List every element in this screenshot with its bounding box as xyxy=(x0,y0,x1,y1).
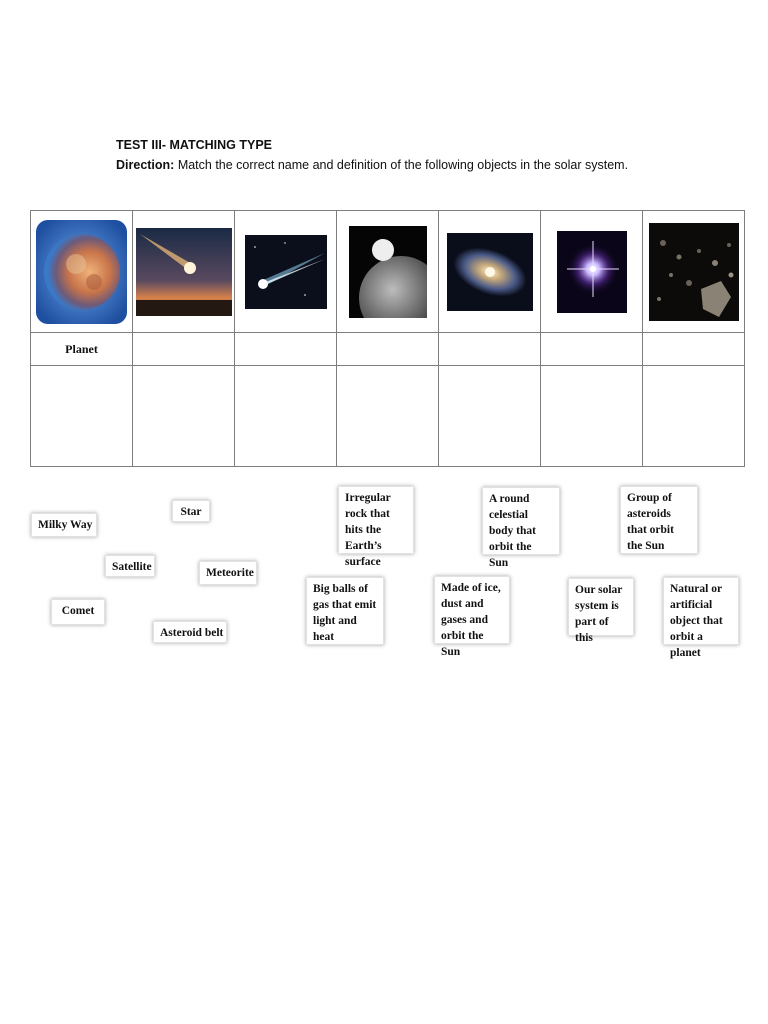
definition-card-natural-or-artificial[interactable]: Natural or artificial object that orbit a planet xyxy=(663,577,739,645)
name-cell-4[interactable] xyxy=(337,333,439,366)
name-cell-3[interactable] xyxy=(235,333,337,366)
galaxy-image xyxy=(447,233,533,311)
definition-card-big-balls-of-gas[interactable]: Big balls of gas that emit light and heat xyxy=(306,577,384,645)
image-cell-3 xyxy=(235,211,337,333)
image-cell-5 xyxy=(439,211,541,333)
definition-card-made-of-ice[interactable]: Made of ice, dust and gases and orbit the Sun xyxy=(434,576,510,644)
image-cell-7 xyxy=(643,211,745,333)
image-cell-1 xyxy=(31,211,133,333)
name-cell-1[interactable]: Planet xyxy=(31,333,133,366)
definition-card-group-of-asteroids[interactable]: Group of asteroids that orbit the Sun xyxy=(620,486,698,554)
name-row xyxy=(31,333,745,366)
definition-card-our-solar-system[interactable]: Our solar system is part of this xyxy=(568,578,634,636)
asteroid-belt-image xyxy=(649,223,739,321)
definition-cell-4[interactable] xyxy=(337,366,439,467)
word-card-milky-way[interactable]: Milky Way xyxy=(31,513,97,537)
word-card-satellite[interactable]: Satellite xyxy=(105,555,155,577)
test-title: TEST III- MATCHING TYPE xyxy=(116,138,273,152)
definition-cell-5[interactable] xyxy=(439,366,541,467)
word-card-meteorite[interactable]: Meteorite xyxy=(199,561,257,585)
name-cell-6[interactable] xyxy=(541,333,643,366)
image-row xyxy=(31,211,745,333)
name-cell-7[interactable] xyxy=(643,333,745,366)
name-cell-2[interactable] xyxy=(133,333,235,366)
image-cell-4 xyxy=(337,211,439,333)
direction-text xyxy=(116,158,628,172)
direction-body: Match the correct name and definition of the following objects in the solar system. xyxy=(174,158,629,172)
comet-image xyxy=(245,235,327,309)
satellite-image xyxy=(349,226,427,318)
definition-cell-6[interactable] xyxy=(541,366,643,467)
matching-table xyxy=(30,210,745,467)
definition-card-round-celestial-body[interactable]: A round celestial body that orbit the Sun xyxy=(482,487,560,555)
image-cell-2 xyxy=(133,211,235,333)
definition-cell-7[interactable] xyxy=(643,366,745,467)
word-card-comet[interactable]: Comet xyxy=(51,599,105,625)
name-cell-5[interactable] xyxy=(439,333,541,366)
meteorite-image xyxy=(136,228,232,316)
image-cell-6 xyxy=(541,211,643,333)
word-card-star[interactable]: Star xyxy=(172,500,210,522)
direction-label: Direction: xyxy=(116,158,175,172)
definition-card-irregular-rock[interactable]: Irregular rock that hits the Earth’s surface xyxy=(338,486,414,554)
definition-cell-2[interactable] xyxy=(133,366,235,467)
definition-cell-1[interactable] xyxy=(31,366,133,467)
definition-row xyxy=(31,366,745,467)
word-card-asteroid-belt[interactable]: Asteroid belt xyxy=(153,621,227,643)
definition-cell-3[interactable] xyxy=(235,366,337,467)
star-image xyxy=(557,231,627,313)
planet-image xyxy=(36,220,127,324)
